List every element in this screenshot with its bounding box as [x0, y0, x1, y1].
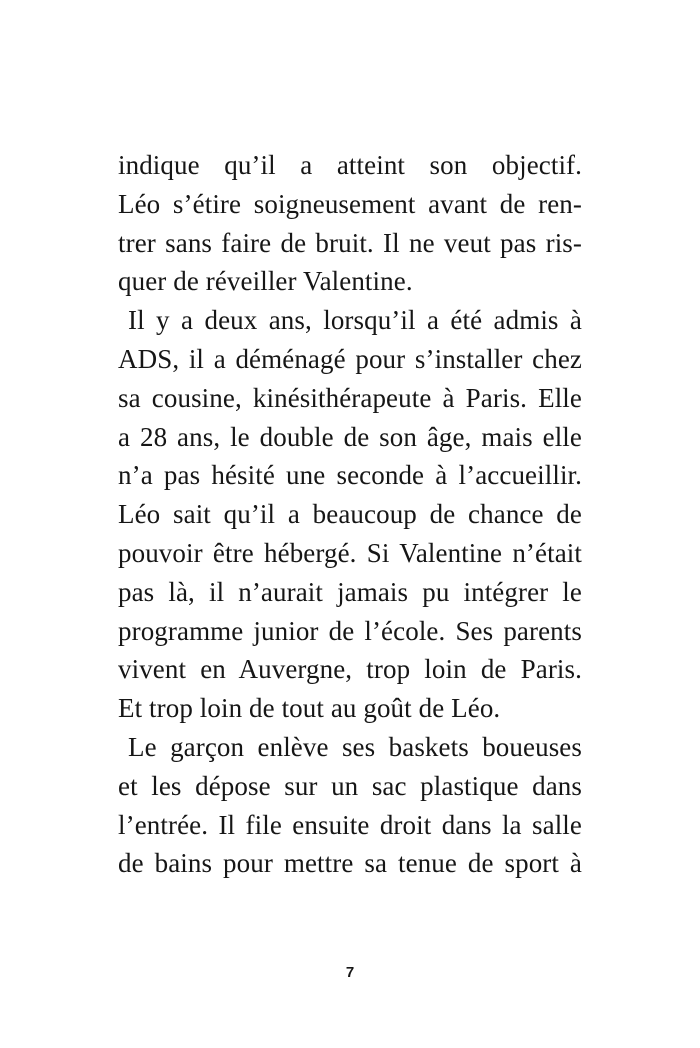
text-line: n’a pas hésité une seconde à l’accueillir.: [118, 460, 582, 491]
body-text: [118, 146, 582, 883]
text-line: pas là, il n’aurait jamais pu intégrer le: [118, 576, 582, 607]
text-line: Le garçon enlève ses baskets boueuses: [128, 731, 582, 762]
text-line: et les dépose sur un sac plastique dans: [118, 770, 582, 801]
text-line: Il y a deux ans, lorsqu’il a été admis à: [128, 305, 582, 336]
text-line: trer sans faire de bruit. Il ne veut pas ris-: [118, 227, 582, 258]
text-line: sa cousine, kinésithérapeute à Paris. Elle: [118, 382, 582, 413]
text-line: indique qu’il a atteint son objectif.: [118, 150, 582, 180]
text-line: Et trop loin de tout au goût de Léo.: [118, 693, 501, 724]
text-line: programme junior de l’école. Ses parents: [118, 615, 582, 646]
text-line: l’entrée. Il file ensuite droit dans la salle: [118, 809, 582, 840]
text-line: quer de réveiller Valentine.: [118, 266, 413, 297]
text-line: de bains pour mettre sa tenue de sport à: [118, 848, 582, 879]
text-line: a 28 ans, le double de son âge, mais elle: [118, 421, 582, 452]
text-line: Léo sait qu’il a beaucoup de chance de: [118, 499, 582, 530]
text-line: ADS, il a déménagé pour s’installer chez: [118, 343, 582, 374]
text-line: Léo s’étire soigneusement avant de ren-: [118, 188, 582, 219]
page-number: 7: [345, 964, 355, 981]
text-line: vivent en Auvergne, trop loin de Paris.: [118, 654, 582, 685]
text-line: pouvoir être hébergé. Si Valentine n’était: [118, 537, 582, 568]
